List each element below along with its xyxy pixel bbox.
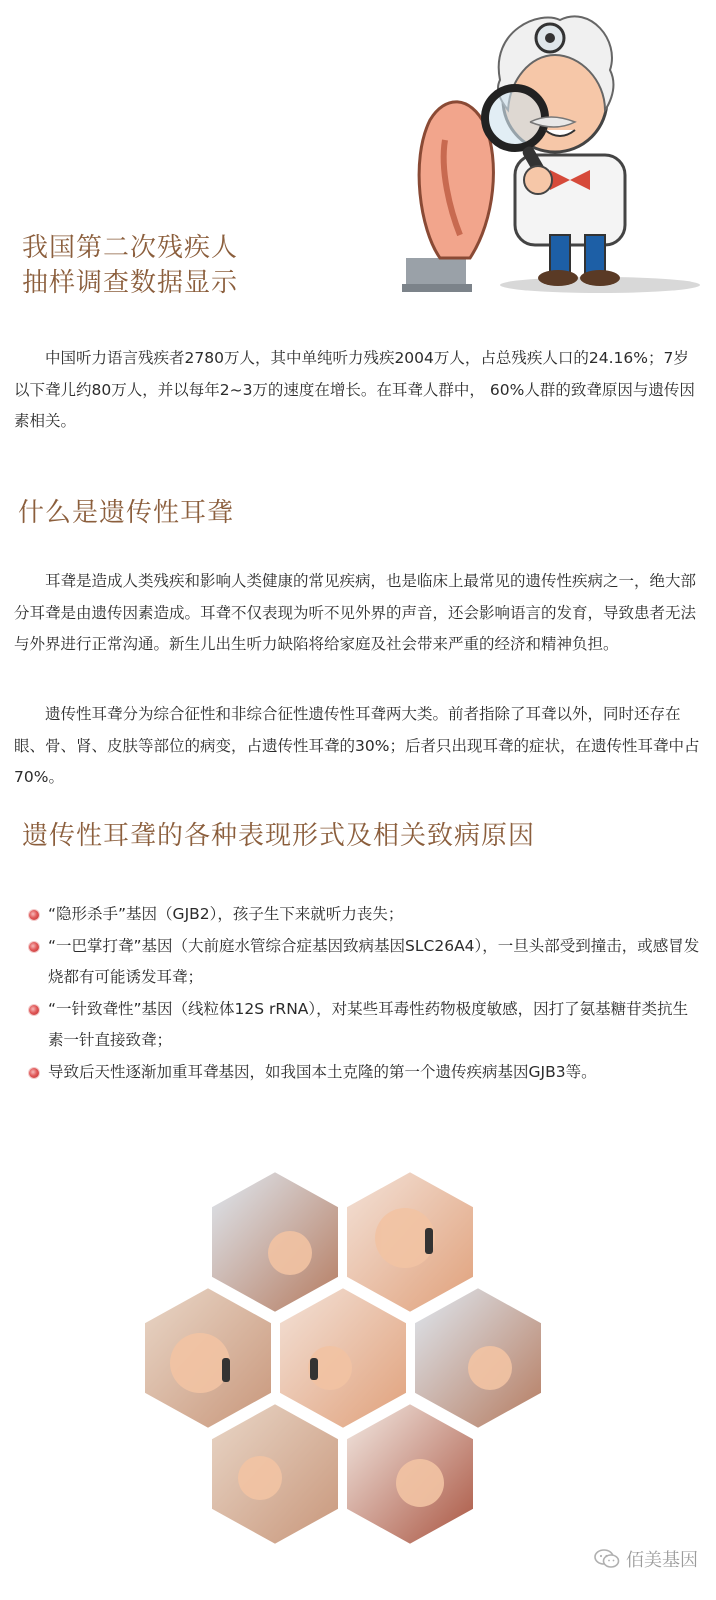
list-item	[14, 899, 700, 931]
doctor-ear-illustration	[400, 0, 700, 300]
brand-name: 佰美基因	[626, 1550, 698, 1571]
list-item-text: 导致后天性逐渐加重耳聋基因，如我国本土克隆的第一个遗传疾病基因GJB3等。	[48, 1062, 597, 1081]
bullet-icon	[29, 1068, 39, 1078]
bullet-icon	[29, 1005, 39, 1015]
section3-title: 遗传性耳聋的各种表现形式及相关致病原因	[22, 821, 536, 851]
list-item	[14, 931, 700, 994]
section1-paragraph: 中国听力语言残疾者2780万人，其中单纯听力残疾2004万人，占总残疾人口的24.16%；7岁以下聋儿约80万人，并以每年2~3万的速度在增长。在耳聋人群中， 60%人群的致聋原因与遗传因素相关。	[14, 349, 695, 430]
section2-paragraph-2: 遗传性耳聋分为综合征性和非综合征性遗传性耳聋两大类。前者指除了耳聋以外，同时还存在眼、骨、肾、皮肤等部位的病变，占遗传性耳聋的30%；后者只出现耳聋的症状，在遗传性耳聋中占70%。	[14, 705, 700, 786]
cause-list	[14, 899, 700, 1088]
section2-title: 什么是遗传性耳聋	[18, 498, 235, 528]
section1-title-line2: 抽样调查数据显示	[22, 268, 239, 298]
list-item	[14, 1057, 700, 1089]
bullet-icon	[29, 942, 39, 952]
section1-title-line1: 我国第二次残疾人	[22, 233, 239, 263]
list-item	[14, 994, 700, 1057]
list-item-text: “一针致聋性”基因（线粒体12S rRNA），对某些耳毒性药物极度敏感，因打了氨基糖苷类抗生素一针直接致聋；	[48, 999, 689, 1049]
hexagon-photo-collage	[140, 1168, 560, 1588]
list-item-text: “隐形杀手”基因（GJB2），孩子生下来就听力丧失；	[48, 905, 404, 923]
list-item-text: “一巴掌打聋”基因（大前庭水管综合症基因致病基因SLC26A4），一旦头部受到撞击，或感冒发烧都有可能诱发耳聋；	[48, 936, 700, 986]
bullet-icon	[29, 910, 39, 920]
wechat-icon	[594, 1548, 620, 1570]
footer-brand	[594, 1546, 698, 1572]
section2-paragraph-1: 耳聋是造成人类残疾和影响人类健康的常见疾病，也是临床上最常见的遗传性疾病之一，绝大部分耳聋是由遗传因素造成。耳聋不仅表现为听不见外界的声音，还会影响语言的发育，导致患者无法与外界进行正常沟通。新生儿出生听力缺陷将给家庭及社会带来严重的经济和精神负担。	[14, 572, 697, 653]
